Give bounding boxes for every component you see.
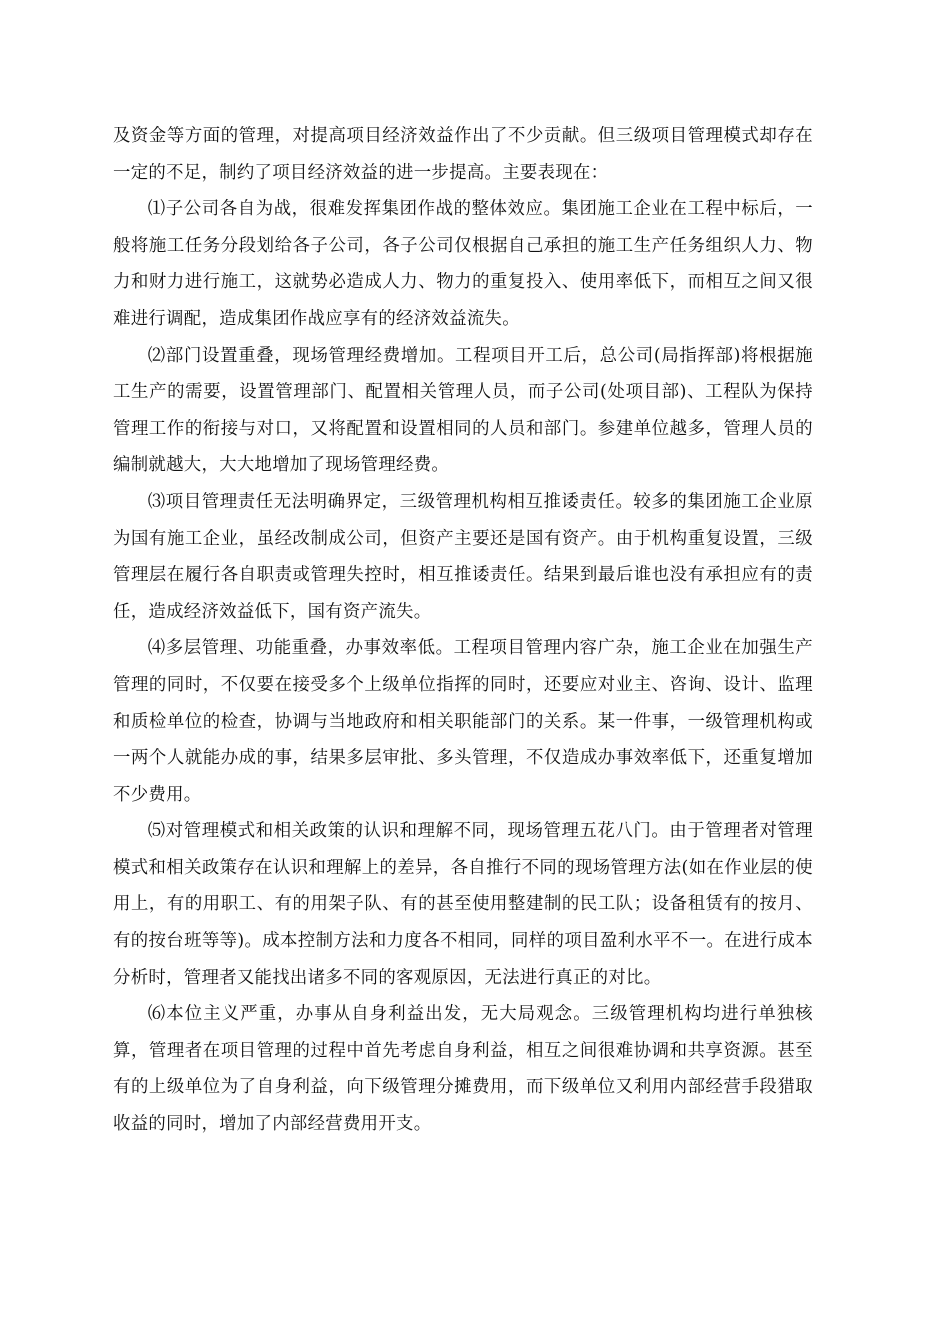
paragraph-point-1: ⑴子公司各自为战，很难发挥集团作战的整体效应。集团施工企业在工程中标后，一般将施工任务分段划给各子公司，各子公司仅根据自己承担的施工生产任务组织人力、物力和财力进行施工，这就势必造成人力、物力的重复投入、使用率低下，而相互之间又很难进行调配，造成集团作战应享有的经济效益流失。 — [113, 199, 813, 329]
paragraph-point-2: ⑵部门设置重叠，现场管理经费增加。工程项目开工后，总公司(局指挥部)将根据施工生产的需要，设置管理部门、配置相关管理人员，而子公司(处项目部)、工程队为保持管理工作的衔接与对口，又将配置和设置相同的人员和部门。参建单位越多，管理人员的编制就越大，大大地增加了现场管理经费。 — [113, 345, 813, 476]
document-page — [113, 118, 813, 1143]
paragraph-point-4: ⑷多层管理、功能重叠，办事效率低。工程项目管理内容广杂，施工企业在加强生产管理的同时，不仅要在接受多个上级单位指挥的同时，还要应对业主、咨询、设计、监理和质检单位的检查，协调与当地政府和相关职能部门的关系。某一件事，一级管理机构或一两个人就能办成的事，结果多层审批、多头管理，不仅造成办事效率低下，还重复增加不少费用。 — [113, 638, 813, 805]
paragraph-intro-continuation: 及资金等方面的管理，对提高项目经济效益作出了不少贡献。但三级项目管理模式却存在一定的不足，制约了项目经济效益的进一步提高。主要表现在： — [113, 126, 813, 183]
paragraph-point-5: ⑸对管理模式和相关政策的认识和理解不同，现场管理五花八门。由于管理者对管理模式和相关政策存在认识和理解上的差异，各自推行不同的现场管理方法(如在作业层的使用上，有的用职工、有的用架子队、有的甚至使用整建制的民工队；设备租赁有的按月、有的按台班等等)。成本控制方法和力度各不相同，同样的项目盈利水平不一。在进行成本分析时，管理者又能找出诸多不同的客观原因，无法进行真正的对比。 — [113, 821, 813, 988]
paragraph-point-3: ⑶项目管理责任无法明确界定，三级管理机构相互推诿责任。较多的集团施工企业原为国有施工企业，虽经改制成公司，但资产主要还是国有资产。由于机构重复设置，三级管理层在履行各自职责或管理失控时，相互推诿责任。结果到最后谁也没有承担应有的责任，造成经济效益低下，国有资产流失。 — [113, 491, 813, 622]
paragraph-point-6: ⑹本位主义严重，办事从自身利益出发，无大局观念。三级管理机构均进行单独核算，管理者在项目管理的过程中首先考虑自身利益，相互之间很难协调和共享资源。甚至有的上级单位为了自身利益，向下级管理分摊费用，而下级单位又利用内部经营手段猎取收益的同时，增加了内部经营费用开支。 — [113, 1004, 813, 1135]
